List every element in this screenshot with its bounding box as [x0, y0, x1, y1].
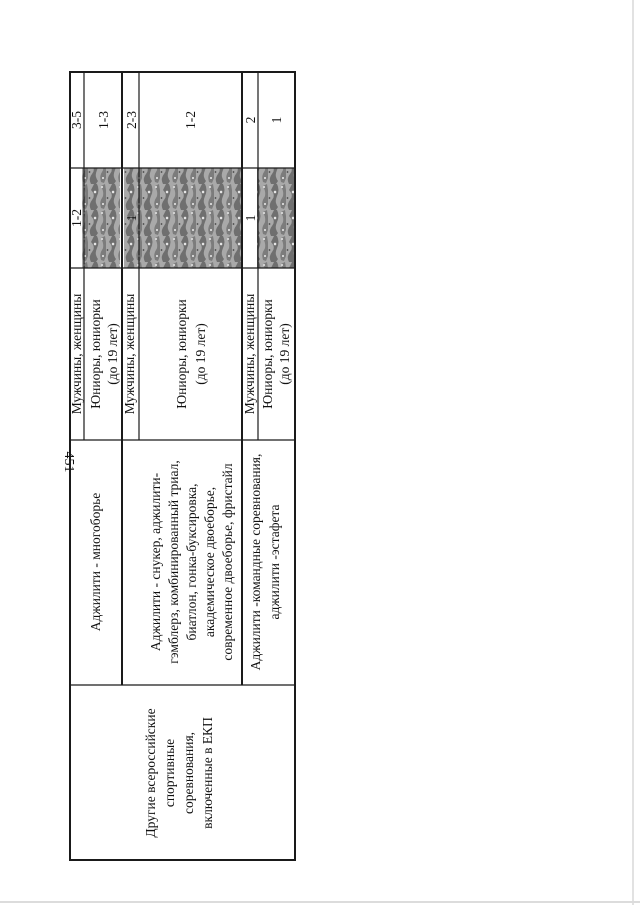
page-number: 451: [60, 451, 76, 473]
category-line: спортивные: [162, 738, 177, 808]
category-line: Другие всероссийские: [143, 708, 158, 838]
places-value: 2-3: [124, 111, 139, 129]
discipline-line: академическое двоеборье,: [202, 486, 217, 638]
discipline-line: современное двоеборье, фристайл: [220, 463, 235, 661]
places-value: 3-5: [69, 111, 84, 129]
hatched-cell: [124, 168, 241, 268]
hatched-cell: [257, 168, 294, 268]
places-value: 1: [243, 214, 258, 222]
discipline-line: Аджилити -командные соревнования,: [248, 453, 263, 671]
discipline-line: аджилити -эстафета: [267, 504, 282, 620]
category-line: включенные в ЕКП: [200, 717, 215, 829]
discipline-line: биатлон, гонка-буксировка,: [184, 483, 199, 641]
category-line: соревнования,: [181, 731, 196, 815]
places-value: 1-2: [183, 111, 198, 129]
places-value: 1-2: [69, 209, 84, 227]
places-value: 1: [124, 214, 139, 222]
group-label: Юниоры, юниорки: [260, 299, 275, 409]
group-label: Мужчины, женщины: [122, 293, 137, 415]
group-label: Мужчины, женщины: [242, 293, 257, 415]
group-label: Мужчины, женщины: [69, 293, 84, 415]
discipline-line: Аджилити - снукер, аджилити-: [148, 472, 163, 652]
discipline-cell: [148, 460, 235, 664]
group-label: (до 19 лет): [193, 323, 208, 385]
hatched-cell: [82, 168, 120, 268]
discipline-cell: Аджилити - многоборье: [88, 492, 103, 632]
places-value: 1-3: [96, 111, 111, 129]
places-value: 1: [269, 116, 284, 124]
group-label: (до 19 лет): [105, 323, 120, 385]
group-label: (до 19 лет): [277, 323, 292, 385]
discipline-line: гэмблерз, комбинированный триал,: [166, 460, 181, 664]
group-label: Юниоры, юниорки: [88, 299, 103, 409]
places-value: 2: [243, 116, 258, 124]
group-label: Юниоры, юниорки: [174, 299, 189, 409]
